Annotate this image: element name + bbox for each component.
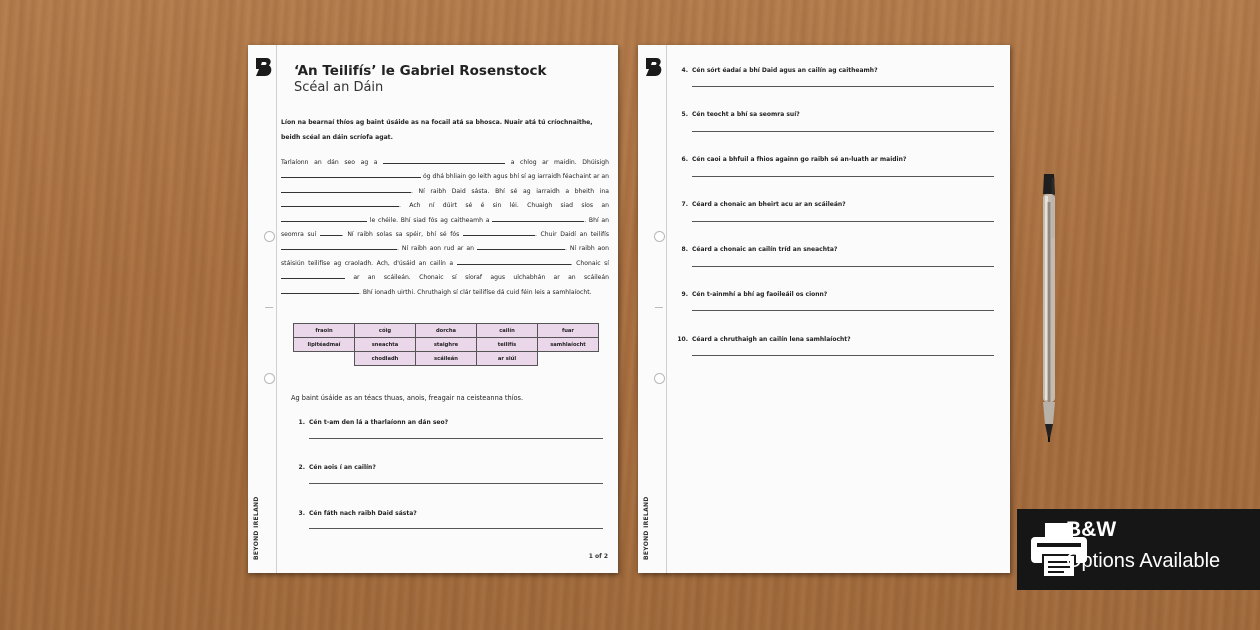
word-bank-cell: fuar: [538, 324, 599, 338]
question-number: 2.: [298, 464, 305, 471]
beyond-logo-icon: [645, 57, 663, 77]
gap-blank[interactable]: [281, 200, 399, 207]
question-text: Cén fáth nach raibh Daid sásta?: [309, 510, 417, 517]
worksheet-page-2: [638, 45, 1010, 573]
gap-blank[interactable]: [457, 258, 571, 265]
gap-blank[interactable]: [281, 215, 367, 222]
question: [293, 510, 417, 517]
question: [293, 419, 448, 426]
word-bank-row: [294, 338, 599, 352]
answer-line[interactable]: [692, 221, 994, 222]
word-bank-cell: dorcha: [416, 324, 477, 338]
word-bank-cell: staighre: [416, 338, 477, 352]
question-number: 7.: [681, 201, 688, 208]
question: [676, 67, 878, 74]
word-bank-cell: cailín: [477, 324, 538, 338]
question-text: Cén t-ainmhí a bhí ag faoileáil os cionn?: [692, 291, 828, 298]
punch-hole-icon: [264, 231, 275, 242]
question: [676, 291, 827, 298]
story-text: Tarlaíonn an dán seo ag a: [281, 159, 378, 166]
word-bank-cell: samhlaíocht: [538, 338, 599, 352]
answer-line[interactable]: [692, 355, 994, 356]
story-text: . Ní raibh solas sa spéir, bhí sé fós: [341, 231, 460, 239]
intro-text: Líon na bearnaí thíos ag baint úsáide as na focail atá sa bhosca. Nuair atá tú críochnaithe, beidh scéal an dáin scríofa agat.: [281, 119, 593, 141]
question-number: 5.: [681, 111, 688, 118]
story-text: teilifíse dá cuid féin leis a samhlaíocht.: [472, 288, 592, 296]
question: [676, 201, 846, 208]
story-text: a chlog ar maidin. Dhúisigh: [510, 159, 610, 166]
fold-mark: [265, 307, 273, 308]
question-number: 9.: [681, 291, 688, 298]
answer-line[interactable]: [692, 86, 994, 87]
word-bank: [293, 323, 599, 366]
question-text: Céard a chruthaigh an cailín lena samhlaíocht?: [692, 336, 851, 343]
question-number: 3.: [298, 510, 305, 517]
question: [676, 111, 800, 118]
story-text: . Bhí ionadh uirthi. Chruthaigh sí clár: [359, 288, 472, 296]
word-bank-cell: scáileán: [416, 352, 477, 366]
story-text: . Ní raibh aon stáisiún teilifíse ag craoladh. Ach, d'úsáid an cailín a: [281, 245, 609, 267]
side-label: BEYOND IRELAND: [253, 496, 260, 560]
answer-line[interactable]: [692, 131, 994, 132]
story-text: .: [534, 231, 537, 239]
answer-line[interactable]: [309, 528, 603, 529]
gap-blank[interactable]: [281, 186, 411, 193]
bw-options-badge: [1017, 509, 1260, 590]
story-text: le chéile. Bhí siad fós ag caitheamh a: [369, 216, 490, 224]
story-text: féachaint ar an: [562, 173, 610, 181]
word-bank-cell: cóig: [355, 324, 416, 338]
word-bank-cell: lipitéadmaí: [294, 338, 355, 352]
answer-line[interactable]: [309, 438, 603, 439]
answer-line[interactable]: [309, 483, 603, 484]
question-number: 4.: [681, 67, 688, 74]
story-text: .: [584, 216, 587, 224]
story-text: a bheith ina: [565, 187, 609, 195]
gap-blank[interactable]: [281, 171, 421, 178]
margin-line: [276, 45, 277, 573]
answer-line[interactable]: [692, 176, 994, 177]
story-text: . Ní raibh aon rud ar an: [397, 245, 474, 253]
story-text: ar an scáileán. Chonaic sí síoraf: [353, 274, 483, 282]
gap-blank[interactable]: [383, 157, 505, 164]
gap-blank[interactable]: [281, 243, 397, 250]
gap-blank[interactable]: [320, 229, 342, 236]
question-text: Cén teocht a bhí sa seomra suí?: [692, 111, 800, 118]
margin-line: [666, 45, 667, 573]
pen-icon: [1036, 172, 1062, 444]
word-bank-cell: fraoin: [294, 324, 355, 338]
question: [676, 246, 837, 253]
word-bank-empty-cell: [294, 352, 355, 366]
question-text: Cén t-am den lá a tharlaíonn an dán seo?: [309, 419, 449, 426]
word-bank-cell: chodladh: [355, 352, 416, 366]
word-bank-row: [294, 352, 599, 366]
question-number: 8.: [681, 246, 688, 253]
question-text: Cén sórt éadaí a bhí Daid agus an cailín ag caitheamh?: [692, 67, 878, 74]
word-bank-cell: teilifís: [477, 338, 538, 352]
gap-blank[interactable]: [492, 215, 587, 224]
story-text: óg dhá bhliain go leith agus bhí sí ag iarraidh: [422, 173, 561, 181]
story-paragraph: [281, 156, 609, 300]
story-text: . Ní raibh Daid sásta. Bhí sé ag iarraidh: [411, 187, 560, 195]
story-text: agus ulchabhán ar an scáileán: [490, 274, 609, 282]
gap-blank[interactable]: [463, 229, 537, 239]
question-text: Céard a chonaic an cailín tríd an sneachta?: [692, 246, 838, 253]
question-number: 1.: [298, 419, 305, 426]
question-text: Céard a chonaic an bheirt acu ar an scáileán?: [692, 201, 846, 208]
page-title: ‘An Teilifís’ le Gabriel Rosenstock: [294, 63, 547, 79]
story-text: Bhí an seomra suí: [281, 216, 610, 239]
worksheet-page-1: [248, 45, 618, 573]
gap-blank[interactable]: [477, 243, 565, 250]
questions-instruction: Ag baint úsáide as an téacs thuas, anois, freagair na ceisteanna thíos.: [291, 394, 524, 402]
punch-hole-icon: [264, 373, 275, 384]
badge-title: B&W: [1066, 518, 1117, 541]
side-label: BEYOND IRELAND: [643, 496, 650, 560]
question: [293, 464, 376, 471]
punch-hole-icon: [654, 373, 665, 384]
fold-mark: [655, 307, 663, 308]
gap-blank[interactable]: [281, 287, 359, 294]
gap-blank[interactable]: [281, 272, 345, 279]
word-bank-empty-cell: [538, 352, 599, 366]
word-bank-row: [294, 324, 599, 338]
answer-line[interactable]: [692, 266, 994, 267]
badge-subtitle: Options Available: [1066, 550, 1221, 572]
page-number: 1 of 2: [588, 553, 608, 560]
punch-hole-icon: [654, 231, 665, 242]
page-subtitle: Scéal an Dáin: [294, 80, 384, 95]
word-bank-cell: sneachta: [355, 338, 416, 352]
question: [676, 336, 851, 343]
story-text: . Ach ní dúirt sé é sin léi. Chuaigh siad síos an: [399, 202, 609, 210]
question-text: Cén caoi a bhfuil a fhios againn go raibh sé an-luath ar maidin?: [692, 156, 907, 163]
story-text: Chuir Daidí an teilifís: [540, 231, 610, 239]
beyond-logo-icon: [255, 57, 273, 77]
question-number: 6.: [681, 156, 688, 163]
question: [676, 156, 906, 163]
question-text: Cén aois í an cailín?: [309, 464, 376, 471]
word-bank-cell: ar siúl: [477, 352, 538, 366]
answer-line[interactable]: [692, 310, 994, 311]
story-text: . Chonaic sí: [570, 259, 609, 267]
question-number: 10.: [677, 336, 688, 343]
